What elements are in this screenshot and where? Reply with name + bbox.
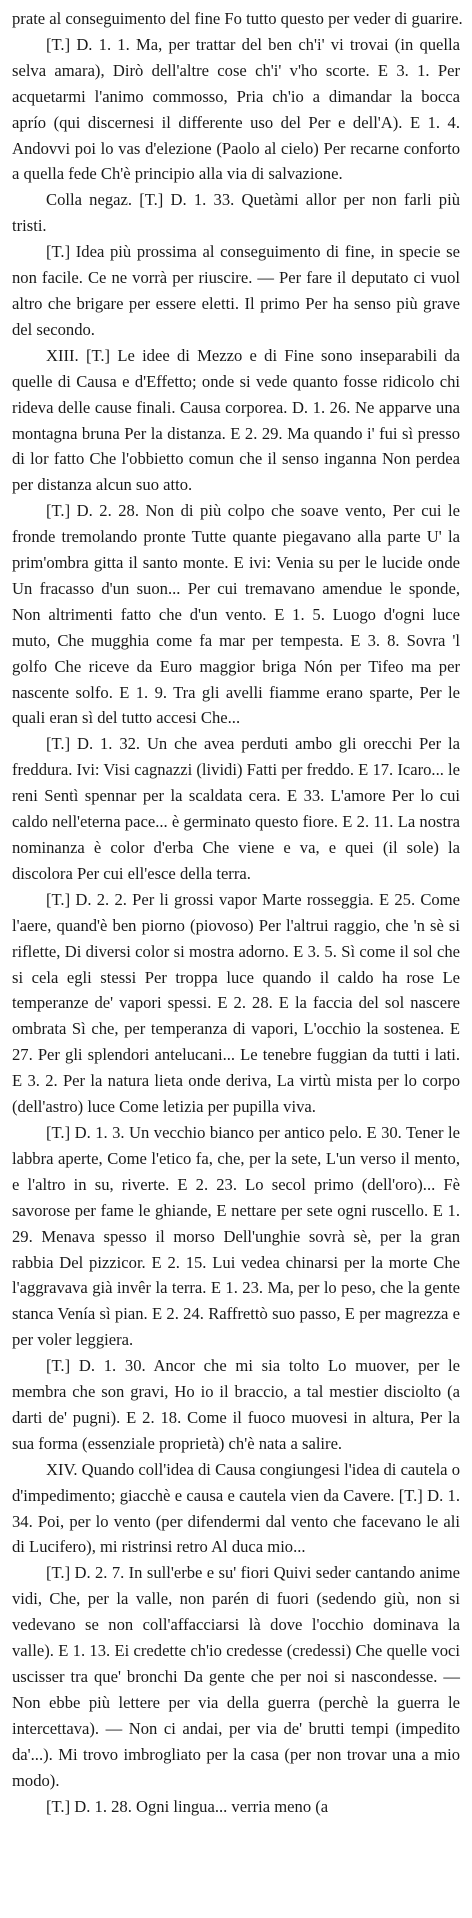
section-xiii <box>12 343 460 498</box>
paragraph-text: XIV. Quando coll'idea di Causa congiungesi l'idea di cautela o d'impedimento; giacchè e causa e cautela vien da Cavere. [T.] D. 1. 34. Poi, per lo vento (per difendermi dal vento che facevano le ali di Lucifero), mi ristrinsi retro Al duca mio... <box>12 1459 460 1557</box>
paragraph-text: [T.] D. 1. 1. Ma, per trattar del ben ch'i' vi trovai (in quella selva amara), Dirò dell'altre cose ch'i' v'ho scorte. E 3. 1. Per acquetarmi l'animo commosso, Pria ch'io a dimandar la bocca aprío (qui discernesi il differente uso del Per e dell'A). E 1. 4. Andovvi poi lo vas d'elezione (Paolo al cielo) Per recarne conforto a quella fede Ch'è principio alla via di salvazione. <box>12 34 460 184</box>
paragraph-inferno-1-28 <box>12 1794 460 1820</box>
paragraph-purg-2-7 <box>12 1560 460 1793</box>
paragraph-inferno-1-32 <box>12 731 460 886</box>
section-xiv <box>12 1457 460 1561</box>
paragraph-colla-negaz <box>12 187 460 239</box>
paragraph-text: [T.] D. 1. 30. Ancor che mi sia tolto Lo muover, per le membra che son gravi, Ho io il braccio, a tal mestier disciolto (a darti de' pugni). E 2. 18. Come il fuoco muovesi in altura, Per la sua forma (essenziale proprietà) ch'è nata a salire. <box>12 1356 460 1453</box>
paragraph-purg-2-28 <box>12 498 460 731</box>
paragraph-text: [T.] D. 1. 28. Ogni lingua... verria meno (a <box>46 1796 329 1816</box>
paragraph-inferno-1-30 <box>12 1353 460 1457</box>
paragraph-text: XIII. [T.] Le idee di Mezzo e di Fine sono inseparabili da quelle di Causa e d'Effetto; onde si vede quanto fosse ridicolo chi rideva delle cause finali. Causa corporea. D. 1. 26. Ne apparve una montagna bruna Per la distanza. E 2. 29. Ma quando i' fui sì presso di lor fatto Che l'obbietto comun che il senso inganna Non perdea per distanza alcun suo atto. <box>12 345 460 495</box>
paragraph-purg-2-2 <box>12 887 460 1120</box>
paragraph-continuation <box>12 6 463 32</box>
paragraph-idea-prossima <box>12 239 460 343</box>
paragraph-text: [T.] D. 1. 3. Un vecchio bianco per antico pelo. E 30. Tener le labbra aperte, Come l'etico fa, che, per la sete, L'un verso il mento, e l'altro in su, riverte. E 2. 23. Lo secol primo (dell'oro)... Fè savorose per fame le ghiande, E nettare per sete ogni ruscello. E 1. 29. Menava spesso il morso Dell'unghie sovrà sè, per la gran rabbia Del pizzicor. E 2. 15. Lui vedea chinarsi per la morte Che l'aggravava già invêr la terra. E 1. 23. Ma, per lo peso, che la gente stanca Venía sì pian. E 2. 24. Raffrettò suo passo, E per magrezza e per voler leggiera. <box>12 1122 460 1350</box>
paragraph-text: [T.] D. 2. 2. Per li grossi vapor Marte rosseggia. E 25. Come l'aere, quand'è ben piorno (piovoso) Per l'altrui raggio, che 'n sè si riflette, Di diversi color si mostra adorno. E 3. 5. Sì come il sol che si cela egli stessi Per troppa luce quando il caldo ha rose Le temperanze de' vapori spessi. E 2. 28. E la faccia del sol nascere ombrata Sì che, per temperanza di vapori, L'occhio la sostenea. E 27. Per gli splendori antelucani... Le tenebre fuggian da tutti i lati. E 3. 2. Per la natura lieta onde deriva, La virtù mista per lo corpo (dell'astro) luce Come letizia per pupilla viva. <box>12 889 460 1117</box>
paragraph-inferno-1-1 <box>12 32 460 187</box>
paragraph-text: [T.] D. 2. 7. In sull'erbe e su' fiori Quivi seder cantando anime vidi, Che, per la valle, non parén di fuori (sedendo giù, non si vedevano se non coll'affacciarsi là dove l'occhio dominava la valle). E 1. 13. Ei credette ch'io credesse (credessi) Che quelle voci uscisser tra que' bronchi Da gente che per noi si nascondesse. — Non ebbe più lettere per via della guerra (perchè la guerra le intercettava). — Non ci andai, per via de' brutti tempi (impedito da'...). Mi trovo imbrogliato per la casa (per non trovar una a mio modo). <box>12 1563 460 1790</box>
paragraph-text: [T.] Idea più prossima al conseguimento di fine, in specie se non facile. Ce ne vorrà per riuscire. — Per fare il deputato ci vuol altro che brigare per essere eletti. Il primo Per ha senso più grave del secondo. <box>12 242 460 339</box>
paragraph-text: [T.] D. 2. 28. Non di più colpo che soave vento, Per cui le fronde tremolando pronte Tutte quante piegavano alla parte U' la prim'ombra gitta il santo monte. E ivi: Venia su per le lucide onde Un fracasso d'un suon... Per cui tremavano amendue le sponde, Non altrimenti fatto che d'un vento. E 1. 5. Luogo d'ogni luce muto, Che mugghia come fa mar per tempesta. E 3. 8. Sovra 'l golfo Che riceve da Euro maggior briga Nón per Tifeo ma per nascente solfo. E 1. 9. Tra gli avelli fiamme erano sparte, Per le quali eran sì del tutto accesi Che... <box>12 501 460 728</box>
paragraph-text: prate al conseguimento del fine Fo tutto questo per veder di guarire. <box>12 9 463 28</box>
paragraph-text: [T.] D. 1. 32. Un che avea perduti ambo gli orecchi Per la freddura. Ivi: Visi cagnazzi (lividi) Fatti per freddo. E 17. Icaro... le reni Sentì spennar per la scaldata cera. E 33. L'amore Per lo cui caldo nell'eterna pace... è germinato questo fiore. E 2. 11. La nostra nominanza è color d'erba Che viene e va, e quei (il sole) la discolora Per cui ell'esce della terra. <box>12 734 460 883</box>
paragraph-text: Colla negaz. [T.] D. 1. 33. Quetàmi allor per non farli più tristi. <box>12 190 460 236</box>
paragraph-inferno-1-3 <box>12 1120 460 1353</box>
